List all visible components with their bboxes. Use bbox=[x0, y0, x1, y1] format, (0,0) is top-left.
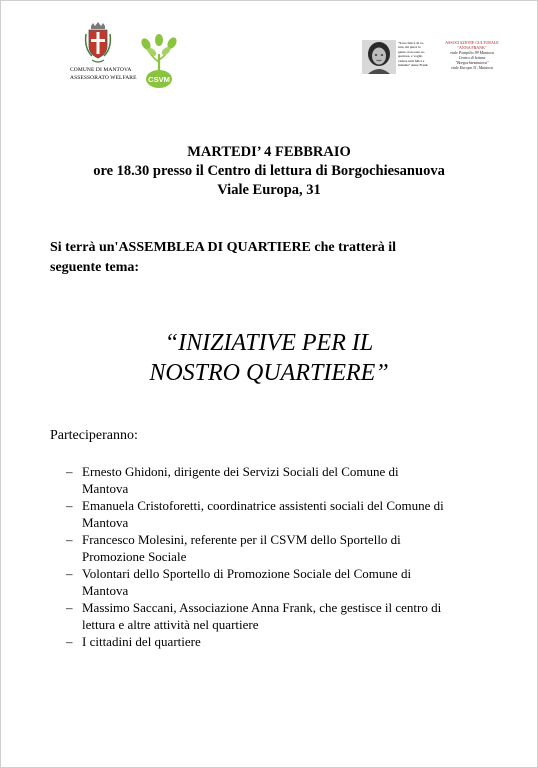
assembly-topic: “INIZIATIVE PER IL NOSTRO QUARTIERE” bbox=[149, 330, 389, 386]
list-item: – Emanuela Cristoforetti, coordinatrice assistenti sociali del Comune di Mantova bbox=[66, 498, 444, 530]
participants-list bbox=[66, 463, 506, 650]
csvm-label: CSVM bbox=[148, 75, 170, 84]
comune-caption-line1: COMUNE DI MANTOVA bbox=[70, 67, 132, 73]
anna-frank-logo bbox=[362, 40, 502, 80]
comune-logo bbox=[70, 22, 137, 81]
assembly-intro: Si terrà un'ASSEMBLEA DI QUARTIERE che tratterà il seguente tema: bbox=[50, 240, 397, 275]
anna-frank-portrait-icon bbox=[362, 40, 396, 74]
list-item: – Volontari dello Sportello di Promozione Sociale del Comune di Mantova bbox=[66, 566, 412, 598]
list-item: – Massimo Saccani, Associazione Anna Frank, che gestisce il centro di lettura e altre attività nel quartiere bbox=[66, 600, 442, 632]
list-item: – Ernesto Ghidoni, dirigente dei Servizi Sociali del Comune di Mantova bbox=[66, 464, 399, 496]
list-item: – I cittadini del quartiere bbox=[66, 634, 201, 649]
event-time-place: ore 18.30 presso il Centro di lettura di Borgochiesanuova bbox=[93, 163, 445, 179]
event-date: MARTEDI’ 4 FEBBRAIO bbox=[187, 144, 351, 160]
event-address: Viale Europa, 31 bbox=[217, 182, 321, 198]
list-item: – Francesco Molesini, referente per il CSVM dello Sportello di Promozione Sociale bbox=[66, 532, 401, 564]
participants-label: Parteciperanno: bbox=[50, 428, 138, 443]
anna-quote: "Sono felice di ca- tura, mi piace la gente, non sono so- spettosa, e voglio vedere tutti felici e insieme" Anne Frank bbox=[398, 41, 428, 68]
csvm-tree-icon bbox=[136, 34, 182, 92]
csvm-logo bbox=[136, 34, 182, 92]
comune-crest-icon bbox=[78, 22, 118, 66]
association-name: ASSOCIAZIONE CULTURALE "ANNA FRANK" viale Pompilio 99 Mantova Centro di lettura "Borgochiesanuova" viale Europa 31, Mantova bbox=[445, 40, 499, 70]
comune-caption-line2: ASSESSORATO WELFARE bbox=[70, 74, 137, 81]
